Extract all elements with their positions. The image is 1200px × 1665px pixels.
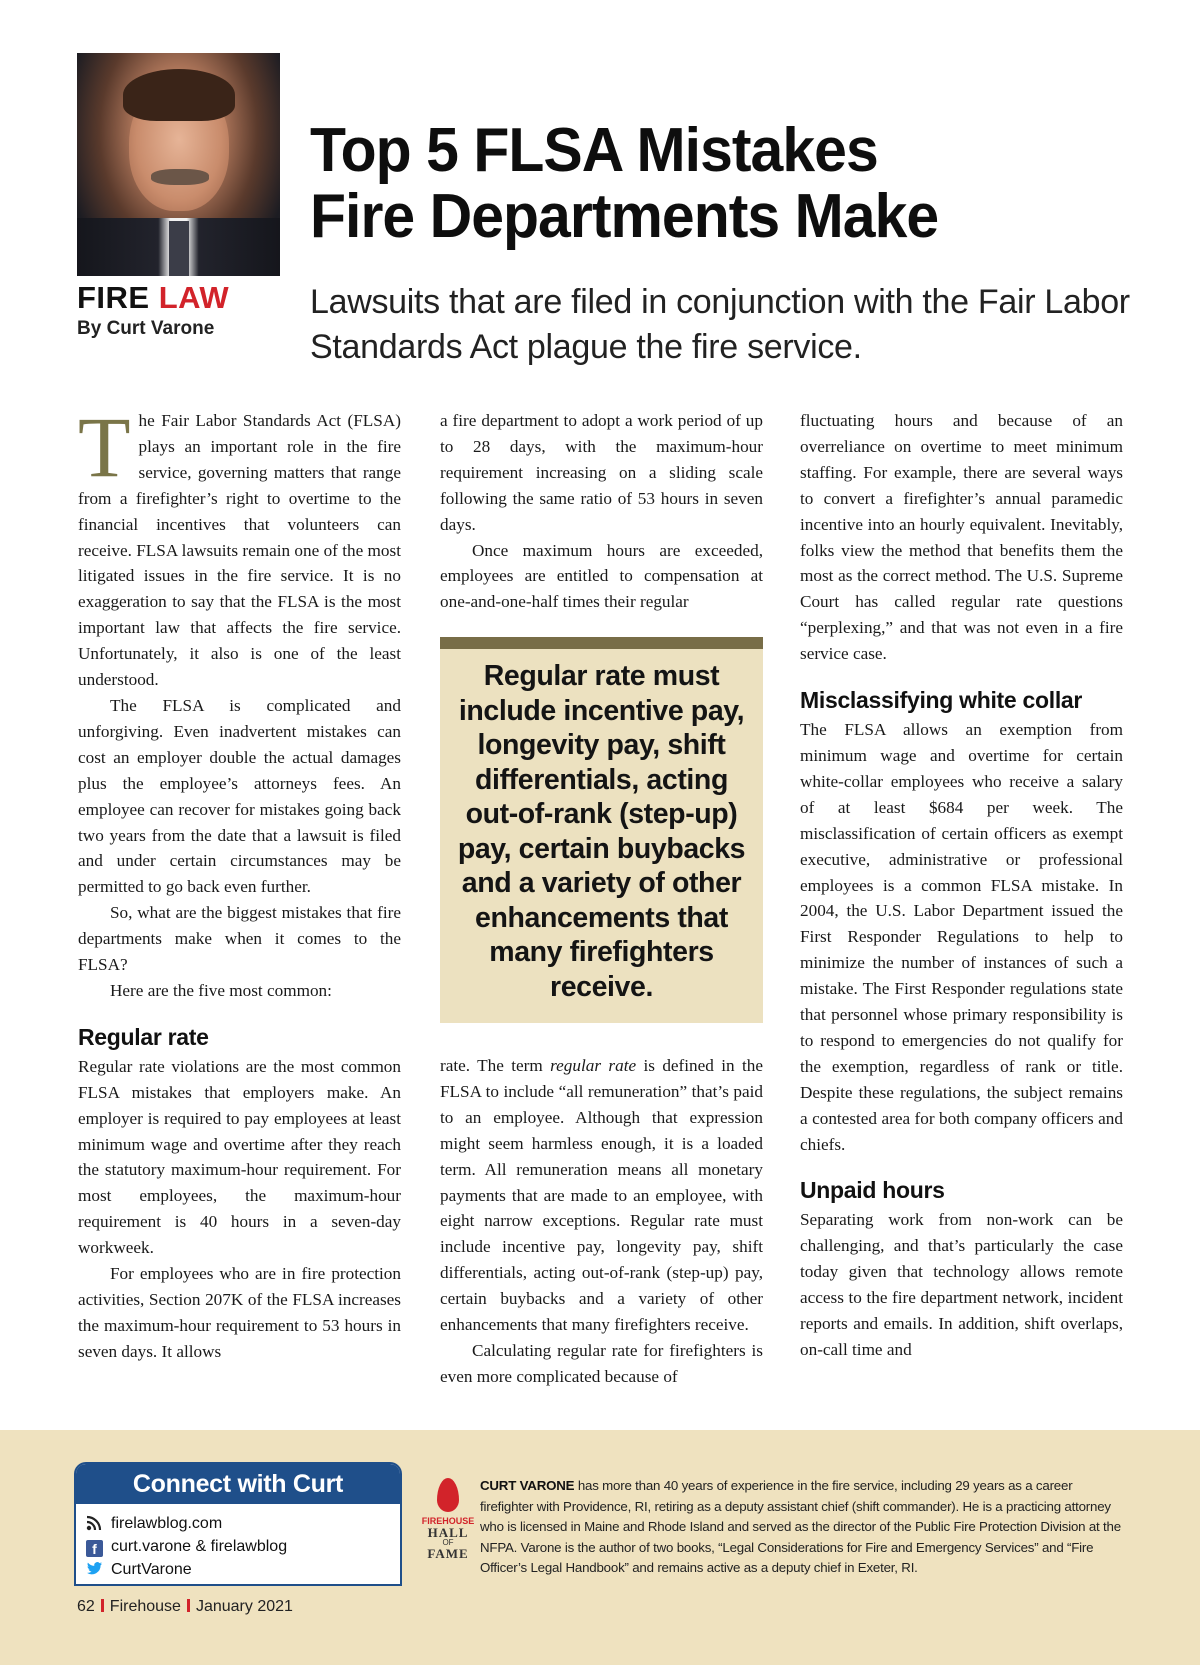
flame-icon	[437, 1478, 459, 1512]
photo-hair	[123, 69, 235, 121]
twitter-handle: CurtVarone	[111, 1561, 192, 1578]
blog-url: firelawblog.com	[111, 1515, 223, 1532]
paragraph: Regular rate violations are the most common FLSA mistakes that employers make. An employer is required to pay employees at least minimum wage and overtime after they reach the statutory maximum-hour requirement. For most employees, the maximum-hour requirement is 40 hours in a seven-day workweek.	[78, 1056, 401, 1258]
column-label-law: LAW	[158, 280, 230, 315]
title-line-2: Fire Departments Make	[310, 182, 939, 251]
body-column-3	[800, 408, 1123, 1363]
connect-twitter-link[interactable]	[86, 1559, 400, 1580]
author-photo	[77, 53, 280, 276]
body-column-2-top	[440, 408, 763, 615]
article-title	[310, 118, 1127, 250]
connect-facebook-link[interactable]	[86, 1536, 400, 1557]
paragraph-text: he Fair Labor Standards Act (FLSA) plays an important role in the fire service, governing matters that range from a firefighter’s right to overtime to the financial incentives that volunteers can receive. FLSA lawsuits remain one of the most litigated issues in the fire service. It is no exaggeration to say that the FLSA is the most important law that affects the fire service. Unfortunately, it also is one of the least understood.	[78, 411, 401, 690]
byline: By Curt Varone	[77, 318, 215, 339]
hof-line-2: HALL	[427, 1525, 469, 1540]
connect-blog-link[interactable]	[86, 1513, 400, 1534]
subhead-regular-rate: Regular rate	[78, 1023, 209, 1050]
paragraph	[78, 399, 401, 693]
column-label-fire: FIRE	[77, 280, 150, 315]
hof-line-1: FIREHOUSE	[421, 1516, 475, 1526]
bio-text: has more than 40 years of experience in the fire service, including 29 years as a career firefighter with Providence, RI, retiring as a deputy assistant chief (shift commander). He is a practicing attorney who is licensed in Maine and Rhode Island and served as the director of the Public Fire Protection Division at the NFPA. Varone is the author of two books, “Legal Considerations for Fire and Emergency Services” and “Fire Officer’s Legal Handbook” and remains active as a deputy chief in Exeter, RI.	[480, 1478, 1121, 1575]
paragraph: The FLSA allows an exemption from minimum wage and overtime for certain white-collar employees who receive a salary of at least $684 per week. The misclassification of certain officers as exempt executive, administrative or professional employees is a common FLSA mistake. In 2004, the U.S. Labor Department issued the First Responder Regulations to help to minimize the number of instances of such a mistake. The First Responder regulations state that personnel whose primary responsibility is to respond to emergencies do not qualify for the exemption, regardless of rank or title. Despite these regulations, the subject remains a contested area for both company officers and chiefs.	[800, 720, 1123, 1154]
hof-line-3: OF	[442, 1538, 454, 1547]
paragraph: For employees who are in fire protection activities, Section 207K of the FLSA increases the maximum-hour requirement to 53 hours in seven days. It allows	[78, 1264, 401, 1361]
folio-separator	[187, 1599, 190, 1612]
hall-of-fame-logo	[418, 1478, 478, 1570]
drop-cap: T	[78, 399, 131, 495]
subhead-unpaid-hours: Unpaid hours	[800, 1177, 945, 1204]
subhead-white-collar: Misclassifying white collar	[800, 687, 1083, 714]
connect-box	[74, 1462, 402, 1586]
bio-name: CURT VARONE	[480, 1478, 575, 1493]
rss-icon	[86, 1514, 103, 1531]
paragraph: Here are the five most common:	[110, 980, 332, 1000]
paragraph: Calculating regular rate for firefighters is even more complicated because of	[440, 1340, 763, 1386]
paragraph: So, what are the biggest mistakes that fire departments make when it comes to the FLSA?	[78, 903, 401, 975]
paragraph-text: is defined in the FLSA to include “all remuneration” that’s paid to an employee. Although that expression might seem harmless enough, it is a loaded term. All remuneration means all monetary payments that are made to an employee, with eight narrow exceptions. Regular rate must include incentive pay, longevity pay, shift differentials, acting out-of-rank (step-up) pay, certain buybacks and a variety of other enhancements that many firefighters receive.	[440, 1056, 763, 1335]
facebook-handle: curt.varone & firelawblog	[111, 1538, 288, 1555]
paragraph	[440, 1053, 763, 1338]
body-column-2-bottom	[440, 1053, 763, 1390]
page-number: 62	[77, 1598, 95, 1615]
hof-line-4: FAME	[427, 1546, 469, 1561]
paragraph: Separating work from non-work can be challenging, and that’s particularly the case today given that technology allows remote access to the fire department network, incident reports and emails. In addition, shift overlaps, on-call time and	[800, 1210, 1123, 1359]
folio-separator	[101, 1599, 104, 1612]
facebook-icon: f	[86, 1540, 103, 1557]
paragraph: Once maximum hours are exceeded, employees are entitled to compensation at one-and-one-half times their regular	[440, 540, 763, 612]
paragraph: a fire department to adopt a work period of up to 28 days, with the maximum-hour requirement increasing on a sliding scale following the same ratio of 53 hours in seven days.	[440, 411, 763, 534]
column-label	[77, 282, 229, 313]
folio	[77, 1598, 293, 1616]
body-column-1	[78, 399, 401, 1365]
pull-quote-text: Regular rate must include incentive pay, longevity pay, shift differentials, acting out-of-rank (step-up) pay, certain buybacks and a variety of other enhancements that many firefighters receive.	[457, 660, 746, 1003]
title-line-1: Top 5 FLSA Mistakes	[310, 116, 878, 185]
paragraph: fluctuating hours and because of an overreliance on overtime to meet minimum staffing. For example, there are several ways to convert a firefighter’s annual paramedic incentive into an hourly equivalent. Inevitably, folks view the method that benefits them the most as the correct method. The U.S. Supreme Court has called regular rate questions “perplexing,” and that was not even in a fire service case.	[800, 411, 1123, 664]
connect-heading: Connect with Curt	[76, 1464, 400, 1504]
paragraph-text: rate. The term	[440, 1056, 551, 1075]
magazine-name: Firehouse	[109, 1598, 181, 1615]
photo-mustache	[151, 169, 209, 185]
author-bio	[480, 1476, 1125, 1579]
article-deck: Lawsuits that are filed in conjunction with the Fair Labor Standards Act plague the fire service.	[310, 283, 1130, 366]
photo-tie	[169, 221, 189, 276]
twitter-icon	[86, 1560, 103, 1577]
emphasis-regular-rate: regular rate	[550, 1056, 637, 1075]
pull-quote	[440, 637, 763, 1023]
issue-date: January 2021	[195, 1598, 293, 1615]
pull-quote-rule	[440, 637, 763, 649]
paragraph: The FLSA is complicated and unforgiving. Even inadvertent mistakes can cost an employer double the actual damages plus the employee’s attorneys fees. An employee can recover for mistakes going back two years from the date that a lawsuit is filed and under certain circumstances may be permitted to go back even further.	[78, 695, 401, 897]
